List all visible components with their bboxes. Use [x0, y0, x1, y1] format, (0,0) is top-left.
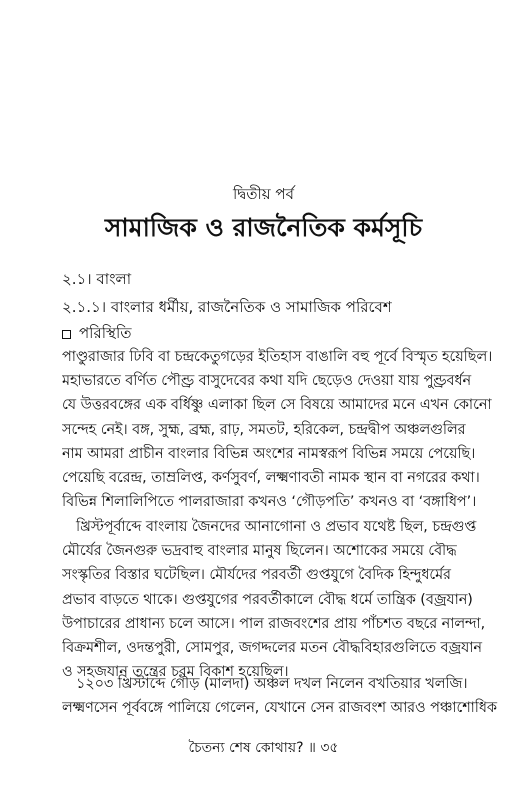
part-title: সামাজিক ও রাজনৈতিক কর্মসূচি — [104, 213, 423, 242]
text-line: বিক্রমশীল, ওদন্তপুরী, সোমপুর, জগদ্দলের মতন বৌদ্ধবিহারগুলিতে বজ্রযান — [62, 639, 482, 656]
text-line: পেয়েছি বরেন্দ্র, তাম্রলিপ্ত, কর্ণসুবর্ণ, লক্ষ্মণাবতী নামক স্থান বা নগরের কথা। — [62, 469, 480, 486]
text-line: লক্ষ্মণসেন পূর্ববঙ্গে পালিয়ে গেলেন, যেখানে সেন রাজবংশ আরও পঞ্চাশোধিক — [62, 700, 497, 717]
text-line: বিভিন্ন শিলালিপিতে পালরাজারা কখনও ‘গৌড়পতি’ কখনও বা ‘বঙ্গাধিপ’। — [62, 494, 477, 511]
paragraph — [62, 345, 514, 514]
text-line: সন্দেহ নেই। বঙ্গ, সুহ্ম, ব্রহ্ম, রাঢ়, সমতট, হরিকেল, চন্দ্রদ্বীপ অঞ্চলগুলির — [62, 421, 466, 438]
paragraph — [62, 672, 514, 720]
text-line: মৌর্যের জৈনগুরু ভদ্রবাহু বাংলার মানুষ ছিলেন। অশোকের সময়ে বৌদ্ধ — [62, 543, 457, 560]
subsection-heading: ২.১.১। বাংলার ধর্মীয়, রাজনৈতিক ও সামাজিক পরিবেশ — [62, 298, 392, 316]
text-line: উপাচারের প্রাধান্য চলে আসে। পাল রাজবংশের প্রায় পাঁচশত বছরে নালন্দা, — [62, 615, 486, 632]
page-footer: চৈতন্য শেষ কোথায়? ॥ ৩৫ — [188, 740, 339, 756]
text-line: প্রভাব বাড়তে থাকে। গুপ্তযুগের পরবর্তীকালে বৌদ্ধ ধর্মে তান্ত্রিক (বজ্রযান) — [62, 591, 473, 608]
topic-heading — [62, 322, 132, 347]
text-line: পাণ্ডুরাজার ঢিবি বা চন্দ্রকেতুগড়ের ইতিহাস বাঙালি বহু পূর্বে বিস্মৃত হয়েছিল। — [62, 349, 493, 365]
paragraph — [62, 515, 514, 684]
topic-heading-text: পরিস্থিতি — [79, 324, 132, 342]
text-line: মহাভারতে বর্ণিত পৌণ্ড্র বাসুদেবের কথা যদি ছেড়েও দেওয়া যায় পুণ্ড্রবর্ধন — [62, 373, 472, 390]
text-line: ও সহজযান তন্ত্রের চরম বিকাশ হয়েছিল। — [62, 664, 289, 681]
text-line: নাম আমরা প্রাচীন বাংলার বিভিন্ন অংশের নামস্বরূপ বিভিন্ন সময়ে পেয়েছি। — [62, 445, 476, 462]
text-line: ১২০৩ খ্রিস্টাব্দে গৌড় (মালদা) অঞ্চল দখল নিলেন বখতিয়ার খলজি। — [76, 676, 468, 692]
square-bullet-icon — [62, 330, 71, 339]
text-line: সংস্কৃতির বিস্তার ঘটেছিল। মৌর্যদের পরবর্তী গুপ্তযুগে বৈদিক হিন্দুধর্মের — [62, 567, 451, 584]
section-heading: ২.১। বাংলা — [62, 270, 132, 288]
text-line: যে উত্তরবঙ্গের এক বর্ধিষ্ণু এলাকা ছিল সে বিষয়ে আমাদের মনে এখন কোনো — [62, 397, 492, 414]
part-label: দ্বিতীয় পর্ব — [233, 185, 294, 203]
text-line: খ্রিস্টপূর্বাব্দে বাংলায় জৈনদের আনাগোনা ও প্রভাব যথেষ্ট ছিল, চন্দ্রগুপ্ত — [76, 519, 477, 535]
